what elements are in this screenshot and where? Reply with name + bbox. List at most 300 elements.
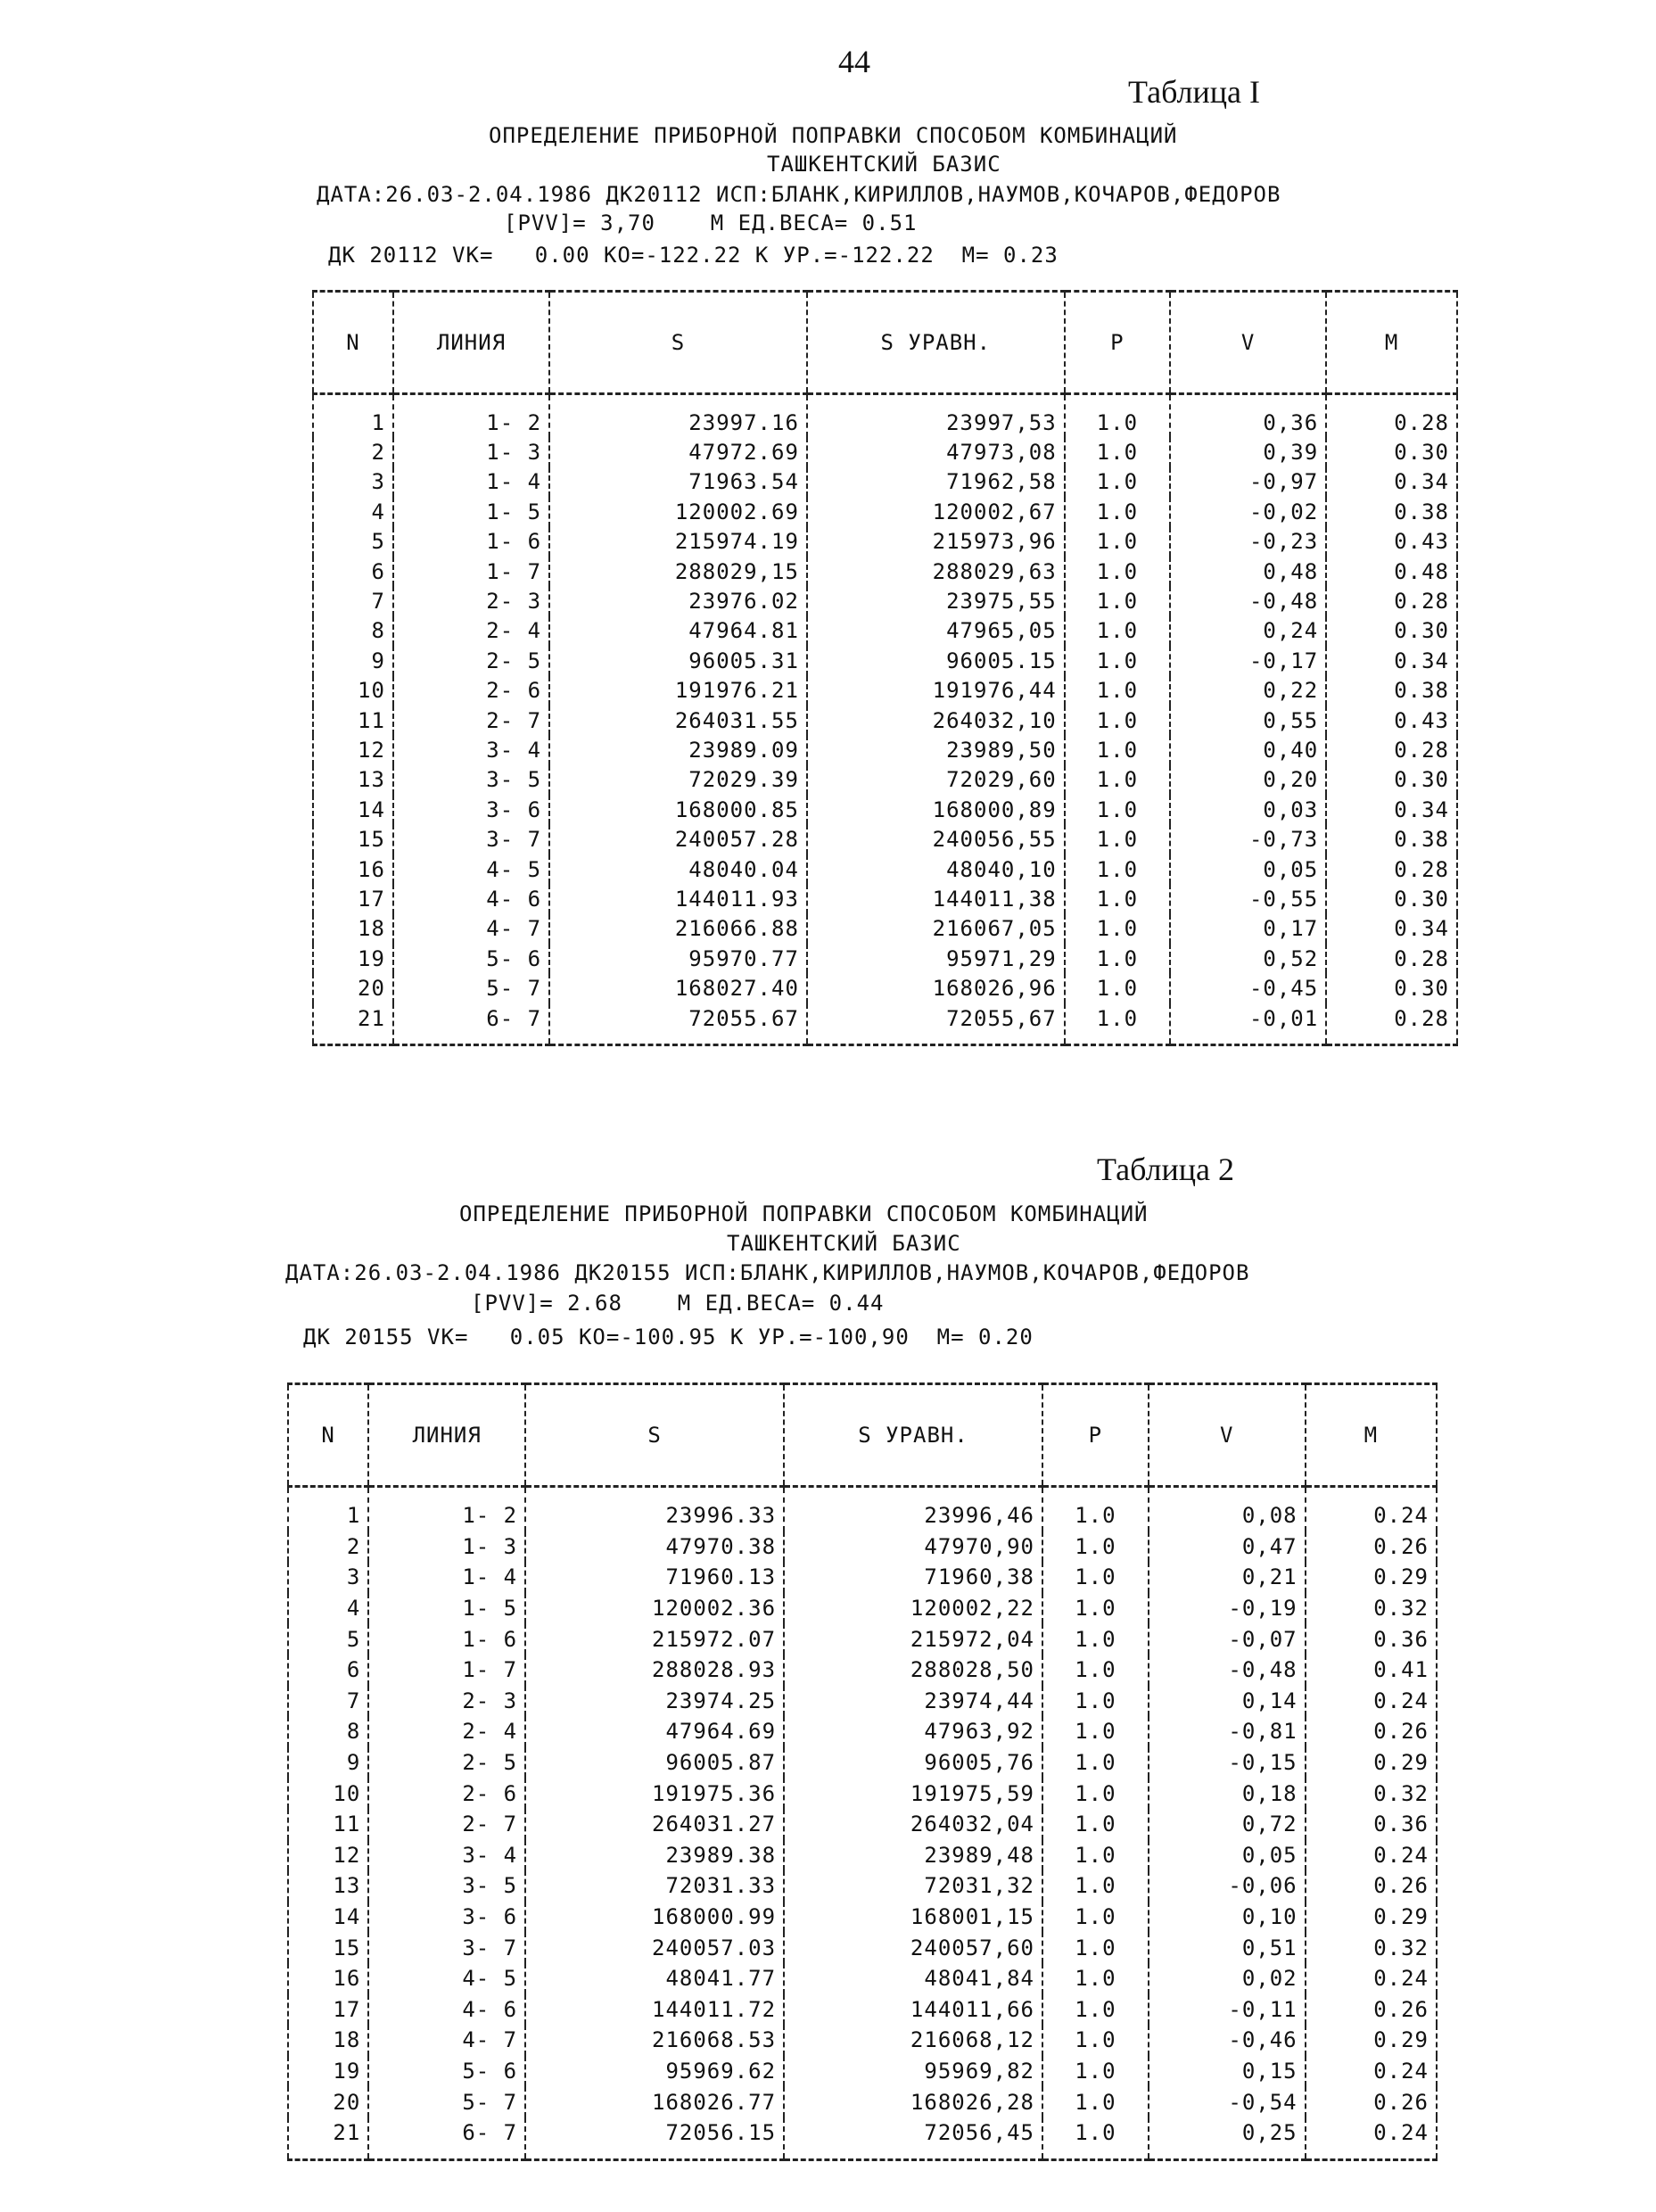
column-header-v: V <box>1170 292 1326 394</box>
cell-n: 13 <box>313 765 393 795</box>
cell-line: 1- 3 <box>393 437 549 466</box>
table-row <box>288 1747 1437 1779</box>
column-header-m: M <box>1326 292 1457 394</box>
cell-n: 17 <box>313 884 393 913</box>
cell-n: 8 <box>313 616 393 646</box>
cell-line: 1- 6 <box>393 527 549 557</box>
cell-p: 1.0 <box>1042 1623 1149 1655</box>
cell-s: 120002.36 <box>525 1593 784 1624</box>
cell-s: 216068.53 <box>525 2025 784 2056</box>
cell-s: 191975.36 <box>525 1778 784 1809</box>
cell-s-adjusted: 48041,84 <box>784 1963 1042 1994</box>
cell-line: 1- 2 <box>368 1487 525 1531</box>
cell-v: -0,81 <box>1149 1716 1306 1747</box>
cell-n: 10 <box>313 676 393 706</box>
cell-n: 13 <box>288 1870 368 1902</box>
cell-p: 1.0 <box>1065 676 1170 706</box>
cell-p: 1.0 <box>1065 824 1170 854</box>
cell-m: 0.28 <box>1326 944 1457 973</box>
cell-v: -0,54 <box>1149 2086 1306 2117</box>
table-row <box>313 557 1457 586</box>
cell-n: 19 <box>288 2056 368 2087</box>
table-row <box>313 824 1457 854</box>
column-header-p: P <box>1042 1384 1149 1487</box>
cell-n: 1 <box>288 1487 368 1531</box>
cell-n: 14 <box>288 1902 368 1933</box>
cell-n: 5 <box>288 1623 368 1655</box>
cell-n: 12 <box>288 1840 368 1871</box>
cell-p: 1.0 <box>1065 557 1170 586</box>
cell-n: 1 <box>313 394 393 438</box>
table-row <box>288 2086 1437 2117</box>
cell-s: 71963.54 <box>549 467 807 497</box>
cell-p: 1.0 <box>1042 1840 1149 1871</box>
cell-v: -0,19 <box>1149 1593 1306 1624</box>
cell-s-adjusted: 168001,15 <box>784 1902 1042 1933</box>
cell-m: 0.43 <box>1326 527 1457 557</box>
cell-p: 1.0 <box>1065 706 1170 735</box>
cell-p: 1.0 <box>1065 973 1170 1003</box>
cell-p: 1.0 <box>1042 2056 1149 2087</box>
cell-v: 0,40 <box>1170 735 1326 764</box>
cell-v: 0,25 <box>1149 2117 1306 2160</box>
cell-line: 2- 6 <box>368 1778 525 1809</box>
cell-s: 72055.67 <box>549 1003 807 1045</box>
cell-s-adjusted: 144011,38 <box>807 884 1065 913</box>
table-row <box>313 795 1457 824</box>
table-2-title: ОПРЕДЕЛЕНИЕ ПРИБОРНОЙ ПОПРАВКИ СПОСОБОМ КОМБИНАЦИЙ <box>459 1201 1149 1226</box>
cell-m: 0.38 <box>1326 676 1457 706</box>
cell-v: 0,21 <box>1149 1562 1306 1593</box>
cell-n: 15 <box>313 824 393 854</box>
table-2-info-line-2: [PVV]= 2.68 М ЕД.ВЕСА= 0.44 <box>471 1291 885 1316</box>
cell-s-adjusted: 264032,04 <box>784 1809 1042 1840</box>
cell-v: 0,48 <box>1170 557 1326 586</box>
cell-s-adjusted: 71962,58 <box>807 467 1065 497</box>
cell-s-adjusted: 72056,45 <box>784 2117 1042 2160</box>
column-header-n: N <box>313 292 393 394</box>
cell-p: 1.0 <box>1042 1902 1149 1933</box>
cell-v: 0,08 <box>1149 1487 1306 1531</box>
cell-line: 3- 4 <box>393 735 549 764</box>
cell-v: -0,11 <box>1149 1994 1306 2026</box>
cell-s-adjusted: 264032,10 <box>807 706 1065 735</box>
cell-s: 23997.16 <box>549 394 807 438</box>
cell-s: 264031.55 <box>549 706 807 735</box>
cell-m: 0.34 <box>1326 467 1457 497</box>
table-1-caption: Таблица I <box>1128 74 1260 110</box>
cell-s: 23989.38 <box>525 1840 784 1871</box>
cell-s-adjusted: 191975,59 <box>784 1778 1042 1809</box>
cell-p: 1.0 <box>1042 1655 1149 1686</box>
cell-m: 0.30 <box>1326 884 1457 913</box>
cell-p: 1.0 <box>1042 2117 1149 2160</box>
cell-v: -0,55 <box>1170 884 1326 913</box>
cell-n: 3 <box>313 467 393 497</box>
cell-v: 0,52 <box>1170 944 1326 973</box>
cell-n: 9 <box>313 646 393 675</box>
cell-v: -0,01 <box>1170 1003 1326 1045</box>
cell-s-adjusted: 23989,48 <box>784 1840 1042 1871</box>
table-row <box>313 884 1457 913</box>
cell-s: 23989.09 <box>549 735 807 764</box>
cell-s: 288029,15 <box>549 557 807 586</box>
cell-n: 6 <box>288 1655 368 1686</box>
cell-p: 1.0 <box>1065 735 1170 764</box>
table-row <box>313 765 1457 795</box>
cell-p: 1.0 <box>1042 1778 1149 1809</box>
cell-m: 0.24 <box>1306 1963 1437 1994</box>
cell-s: 47964.81 <box>549 616 807 646</box>
cell-p: 1.0 <box>1065 765 1170 795</box>
cell-s: 72029.39 <box>549 765 807 795</box>
table-row <box>288 1562 1437 1593</box>
cell-s-adjusted: 47963,92 <box>784 1716 1042 1747</box>
cell-line: 1- 7 <box>393 557 549 586</box>
table-1-info-line-2: [PVV]= 3,70 М ЕД.ВЕСА= 0.51 <box>504 210 918 235</box>
cell-p: 1.0 <box>1065 527 1170 557</box>
cell-line: 3- 5 <box>368 1870 525 1902</box>
cell-m: 0.26 <box>1306 1994 1437 2026</box>
column-header-s-adjusted: S УРАВН. <box>784 1384 1042 1487</box>
cell-s: 288028.93 <box>525 1655 784 1686</box>
cell-s: 71960.13 <box>525 1562 784 1593</box>
cell-m: 0.24 <box>1306 2056 1437 2087</box>
cell-s: 168026.77 <box>525 2086 784 2117</box>
cell-p: 1.0 <box>1042 1686 1149 1717</box>
cell-p: 1.0 <box>1065 854 1170 884</box>
cell-m: 0.28 <box>1326 586 1457 615</box>
cell-s: 96005.87 <box>525 1747 784 1779</box>
cell-m: 0.38 <box>1326 497 1457 526</box>
cell-m: 0.26 <box>1306 1531 1437 1563</box>
cell-s: 95970.77 <box>549 944 807 973</box>
cell-s-adjusted: 96005.15 <box>807 646 1065 675</box>
cell-line: 1- 4 <box>368 1562 525 1593</box>
cell-line: 3- 5 <box>393 765 549 795</box>
cell-p: 1.0 <box>1065 1003 1170 1045</box>
cell-p: 1.0 <box>1042 2086 1149 2117</box>
cell-s-adjusted: 48040,10 <box>807 854 1065 884</box>
cell-s-adjusted: 23997,53 <box>807 394 1065 438</box>
table-row <box>313 586 1457 615</box>
cell-v: 0,55 <box>1170 706 1326 735</box>
cell-line: 2- 7 <box>393 706 549 735</box>
cell-m: 0.30 <box>1326 765 1457 795</box>
cell-p: 1.0 <box>1065 586 1170 615</box>
cell-line: 1- 2 <box>393 394 549 438</box>
cell-s-adjusted: 47973,08 <box>807 437 1065 466</box>
cell-n: 8 <box>288 1716 368 1747</box>
cell-m: 0.26 <box>1306 2086 1437 2117</box>
cell-n: 2 <box>313 437 393 466</box>
cell-p: 1.0 <box>1042 1963 1149 1994</box>
cell-n: 18 <box>313 914 393 944</box>
cell-line: 1- 6 <box>368 1623 525 1655</box>
cell-s: 144011.72 <box>525 1994 784 2026</box>
cell-s-adjusted: 96005,76 <box>784 1747 1042 1779</box>
cell-s-adjusted: 288028,50 <box>784 1655 1042 1686</box>
cell-n: 4 <box>313 497 393 526</box>
cell-p: 1.0 <box>1042 1487 1149 1531</box>
cell-m: 0.48 <box>1326 557 1457 586</box>
cell-v: 0,36 <box>1170 394 1326 438</box>
cell-m: 0.28 <box>1326 735 1457 764</box>
table-row <box>313 735 1457 764</box>
cell-v: -0,48 <box>1170 586 1326 615</box>
cell-line: 2- 4 <box>368 1716 525 1747</box>
cell-s-adjusted: 216067,05 <box>807 914 1065 944</box>
cell-s-adjusted: 47970,90 <box>784 1531 1042 1563</box>
cell-s: 168000.85 <box>549 795 807 824</box>
cell-n: 15 <box>288 1932 368 1963</box>
table-row <box>288 1686 1437 1717</box>
cell-s-adjusted: 216068,12 <box>784 2025 1042 2056</box>
cell-v: 0,03 <box>1170 795 1326 824</box>
cell-m: 0.30 <box>1326 437 1457 466</box>
cell-line: 5- 7 <box>393 973 549 1003</box>
cell-s: 48040.04 <box>549 854 807 884</box>
table-row <box>288 1870 1437 1902</box>
cell-m: 0.24 <box>1306 1686 1437 1717</box>
cell-m: 0.41 <box>1306 1655 1437 1686</box>
column-header-s-adjusted: S УРАВН. <box>807 292 1065 394</box>
table-row <box>288 2025 1437 2056</box>
table-2-info-line-3: ДК 20155 VK= 0.05 КО=-100.95 К УР.=-100,90 М= 0.20 <box>303 1325 1034 1349</box>
table-2-header-row <box>288 1384 1437 1487</box>
page-number: 44 <box>838 44 870 79</box>
cell-n: 16 <box>313 854 393 884</box>
table-row <box>288 1623 1437 1655</box>
cell-line: 6- 7 <box>393 1003 549 1045</box>
cell-s-adjusted: 95969,82 <box>784 2056 1042 2087</box>
table-row <box>288 1840 1437 1871</box>
column-header-m: M <box>1306 1384 1437 1487</box>
cell-v: -0,07 <box>1149 1623 1306 1655</box>
cell-line: 1- 5 <box>393 497 549 526</box>
table-row <box>313 437 1457 466</box>
table-row <box>288 1778 1437 1809</box>
cell-s: 47970.38 <box>525 1531 784 1563</box>
cell-s: 48041.77 <box>525 1963 784 1994</box>
cell-n: 4 <box>288 1593 368 1624</box>
cell-s-adjusted: 240057,60 <box>784 1932 1042 1963</box>
cell-v: -0,17 <box>1170 646 1326 675</box>
cell-line: 2- 5 <box>393 646 549 675</box>
cell-line: 5- 7 <box>368 2086 525 2117</box>
cell-s-adjusted: 120002,22 <box>784 1593 1042 1624</box>
table-1-subtitle: ТАШКЕНТСКИЙ БАЗИС <box>767 152 1001 177</box>
table-2 <box>287 1382 1438 2161</box>
cell-n: 21 <box>288 2117 368 2160</box>
table-row <box>313 527 1457 557</box>
cell-v: 0,14 <box>1149 1686 1306 1717</box>
cell-s-adjusted: 168026,28 <box>784 2086 1042 2117</box>
cell-m: 0.29 <box>1306 2025 1437 2056</box>
cell-p: 1.0 <box>1042 1870 1149 1902</box>
cell-s-adjusted: 72055,67 <box>807 1003 1065 1045</box>
cell-s: 72031.33 <box>525 1870 784 1902</box>
cell-n: 19 <box>313 944 393 973</box>
cell-p: 1.0 <box>1065 884 1170 913</box>
cell-n: 10 <box>288 1778 368 1809</box>
table-row <box>313 616 1457 646</box>
cell-v: 0,20 <box>1170 765 1326 795</box>
cell-line: 2- 7 <box>368 1809 525 1840</box>
cell-s: 144011.93 <box>549 884 807 913</box>
cell-n: 11 <box>288 1809 368 1840</box>
cell-m: 0.30 <box>1326 973 1457 1003</box>
cell-line: 1- 5 <box>368 1593 525 1624</box>
cell-m: 0.29 <box>1306 1562 1437 1593</box>
cell-line: 3- 7 <box>393 824 549 854</box>
cell-s-adjusted: 168000,89 <box>807 795 1065 824</box>
cell-v: 0,18 <box>1149 1778 1306 1809</box>
cell-n: 2 <box>288 1531 368 1563</box>
cell-v: -0,46 <box>1149 2025 1306 2056</box>
table-1-info-line-3: ДК 20112 VK= 0.00 КО=-122.22 К УР.=-122.22 М= 0.23 <box>328 243 1059 268</box>
cell-m: 0.34 <box>1326 646 1457 675</box>
cell-s: 216066.88 <box>549 914 807 944</box>
column-header-v: V <box>1149 1384 1306 1487</box>
column-header-s: S <box>549 292 807 394</box>
cell-line: 3- 6 <box>393 795 549 824</box>
cell-line: 1- 7 <box>368 1655 525 1686</box>
cell-v: -0,45 <box>1170 973 1326 1003</box>
cell-line: 3- 4 <box>368 1840 525 1871</box>
cell-v: 0,22 <box>1170 676 1326 706</box>
cell-p: 1.0 <box>1042 1809 1149 1840</box>
cell-line: 5- 6 <box>368 2056 525 2087</box>
cell-line: 4- 5 <box>368 1963 525 1994</box>
table-row <box>288 1932 1437 1963</box>
cell-p: 1.0 <box>1065 914 1170 944</box>
table-row <box>288 1531 1437 1563</box>
cell-n: 16 <box>288 1963 368 1994</box>
cell-m: 0.28 <box>1326 1003 1457 1045</box>
cell-s-adjusted: 72029,60 <box>807 765 1065 795</box>
cell-s-adjusted: 168026,96 <box>807 973 1065 1003</box>
cell-s-adjusted: 240056,55 <box>807 824 1065 854</box>
cell-p: 1.0 <box>1042 1932 1149 1963</box>
cell-n: 9 <box>288 1747 368 1779</box>
table-row <box>288 1593 1437 1624</box>
cell-s-adjusted: 23989,50 <box>807 735 1065 764</box>
table-1-title: ОПРЕДЕЛЕНИЕ ПРИБОРНОЙ ПОПРАВКИ СПОСОБОМ КОМБИНАЦИЙ <box>489 123 1178 148</box>
cell-p: 1.0 <box>1065 437 1170 466</box>
cell-m: 0.29 <box>1306 1747 1437 1779</box>
cell-m: 0.32 <box>1306 1778 1437 1809</box>
table-row <box>313 706 1457 735</box>
cell-s: 191976.21 <box>549 676 807 706</box>
cell-s: 96005.31 <box>549 646 807 675</box>
cell-v: 0,72 <box>1149 1809 1306 1840</box>
table-row <box>313 676 1457 706</box>
cell-s-adjusted: 23974,44 <box>784 1686 1042 1717</box>
cell-s: 240057.03 <box>525 1932 784 1963</box>
cell-n: 21 <box>313 1003 393 1045</box>
cell-m: 0.26 <box>1306 1870 1437 1902</box>
cell-n: 7 <box>288 1686 368 1717</box>
cell-line: 3- 6 <box>368 1902 525 1933</box>
cell-m: 0.34 <box>1326 914 1457 944</box>
cell-m: 0.36 <box>1306 1623 1437 1655</box>
table-2-info-line-1: ДАТА:26.03-2.04.1986 ДК20155 ИСП:БЛАНК,КИРИЛЛОВ,НАУМОВ,КОЧАРОВ,ФЕДОРОВ <box>285 1260 1250 1285</box>
table-row <box>313 973 1457 1003</box>
cell-s-adjusted: 120002,67 <box>807 497 1065 526</box>
table-1-info-line-1: ДАТА:26.03-2.04.1986 ДК20112 ИСП:БЛАНК,КИРИЛЛОВ,НАУМОВ,КОЧАРОВ,ФЕДОРОВ <box>317 182 1281 207</box>
cell-m: 0.24 <box>1306 2117 1437 2160</box>
cell-s: 72056.15 <box>525 2117 784 2160</box>
table-row <box>313 467 1457 497</box>
cell-line: 2- 5 <box>368 1747 525 1779</box>
cell-s: 215972.07 <box>525 1623 784 1655</box>
table-row <box>313 1003 1457 1045</box>
cell-n: 18 <box>288 2025 368 2056</box>
table-2-subtitle: ТАШКЕНТСКИЙ БАЗИС <box>727 1231 961 1256</box>
cell-s-adjusted: 23996,46 <box>784 1487 1042 1531</box>
cell-v: -0,23 <box>1170 527 1326 557</box>
cell-m: 0.34 <box>1326 795 1457 824</box>
cell-s: 168027.40 <box>549 973 807 1003</box>
cell-s: 168000.99 <box>525 1902 784 1933</box>
cell-s: 120002.69 <box>549 497 807 526</box>
cell-n: 12 <box>313 735 393 764</box>
table-1 <box>312 290 1458 1046</box>
cell-s: 264031.27 <box>525 1809 784 1840</box>
cell-n: 5 <box>313 527 393 557</box>
cell-line: 4- 6 <box>393 884 549 913</box>
cell-p: 1.0 <box>1065 795 1170 824</box>
cell-n: 14 <box>313 795 393 824</box>
cell-m: 0.28 <box>1326 394 1457 438</box>
cell-v: 0,39 <box>1170 437 1326 466</box>
cell-m: 0.24 <box>1306 1840 1437 1871</box>
cell-s-adjusted: 215972,04 <box>784 1623 1042 1655</box>
cell-m: 0.32 <box>1306 1593 1437 1624</box>
cell-line: 5- 6 <box>393 944 549 973</box>
cell-v: -0,73 <box>1170 824 1326 854</box>
cell-v: 0,05 <box>1170 854 1326 884</box>
cell-v: 0,05 <box>1149 1840 1306 1871</box>
cell-n: 3 <box>288 1562 368 1593</box>
cell-v: -0,15 <box>1149 1747 1306 1779</box>
table-row <box>288 1994 1437 2026</box>
cell-v: -0,97 <box>1170 467 1326 497</box>
column-header-n: N <box>288 1384 368 1487</box>
table-row <box>288 2056 1437 2087</box>
cell-m: 0.30 <box>1326 616 1457 646</box>
cell-p: 1.0 <box>1042 1531 1149 1563</box>
cell-p: 1.0 <box>1042 1593 1149 1624</box>
cell-line: 4- 6 <box>368 1994 525 2026</box>
cell-s-adjusted: 72031,32 <box>784 1870 1042 1902</box>
cell-line: 2- 6 <box>393 676 549 706</box>
cell-n: 20 <box>288 2086 368 2117</box>
cell-s: 215974.19 <box>549 527 807 557</box>
cell-p: 1.0 <box>1065 616 1170 646</box>
cell-m: 0.38 <box>1326 824 1457 854</box>
table-row <box>313 646 1457 675</box>
cell-p: 1.0 <box>1042 2025 1149 2056</box>
cell-s-adjusted: 215973,96 <box>807 527 1065 557</box>
table-row <box>313 497 1457 526</box>
cell-v: 0,17 <box>1170 914 1326 944</box>
table-row <box>288 1809 1437 1840</box>
table-row <box>313 914 1457 944</box>
cell-v: 0,51 <box>1149 1932 1306 1963</box>
table-row <box>288 1655 1437 1686</box>
